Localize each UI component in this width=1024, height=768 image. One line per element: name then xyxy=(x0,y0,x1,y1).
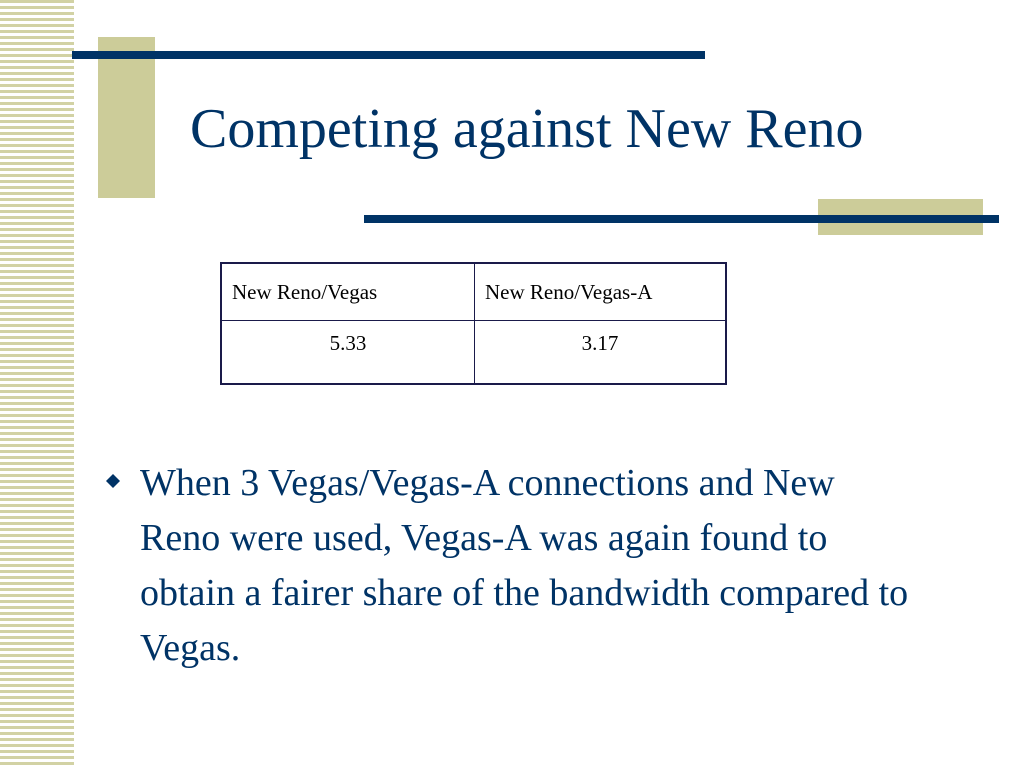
table-header-cell: New Reno/Vegas-A xyxy=(475,263,727,321)
table-cell: 3.17 xyxy=(475,321,727,384)
bottom-rule-line xyxy=(364,215,999,223)
accent-block-top xyxy=(98,37,155,198)
side-stripe-decoration xyxy=(0,0,74,768)
table-header-row xyxy=(221,263,726,321)
table-cell: 5.33 xyxy=(221,321,475,384)
slide-title: Competing against New Reno xyxy=(190,98,864,160)
results-table xyxy=(220,262,727,385)
bullet-text: When 3 Vegas/Vegas-A connections and New Reno were used, Vegas-A was again found to obtain a fairer share of the bandwidth compared to Vegas. xyxy=(140,462,909,669)
top-rule-line xyxy=(72,51,705,59)
table-row xyxy=(221,321,726,384)
diamond-bullet-icon xyxy=(106,474,120,488)
table-header-cell: New Reno/Vegas xyxy=(221,263,475,321)
